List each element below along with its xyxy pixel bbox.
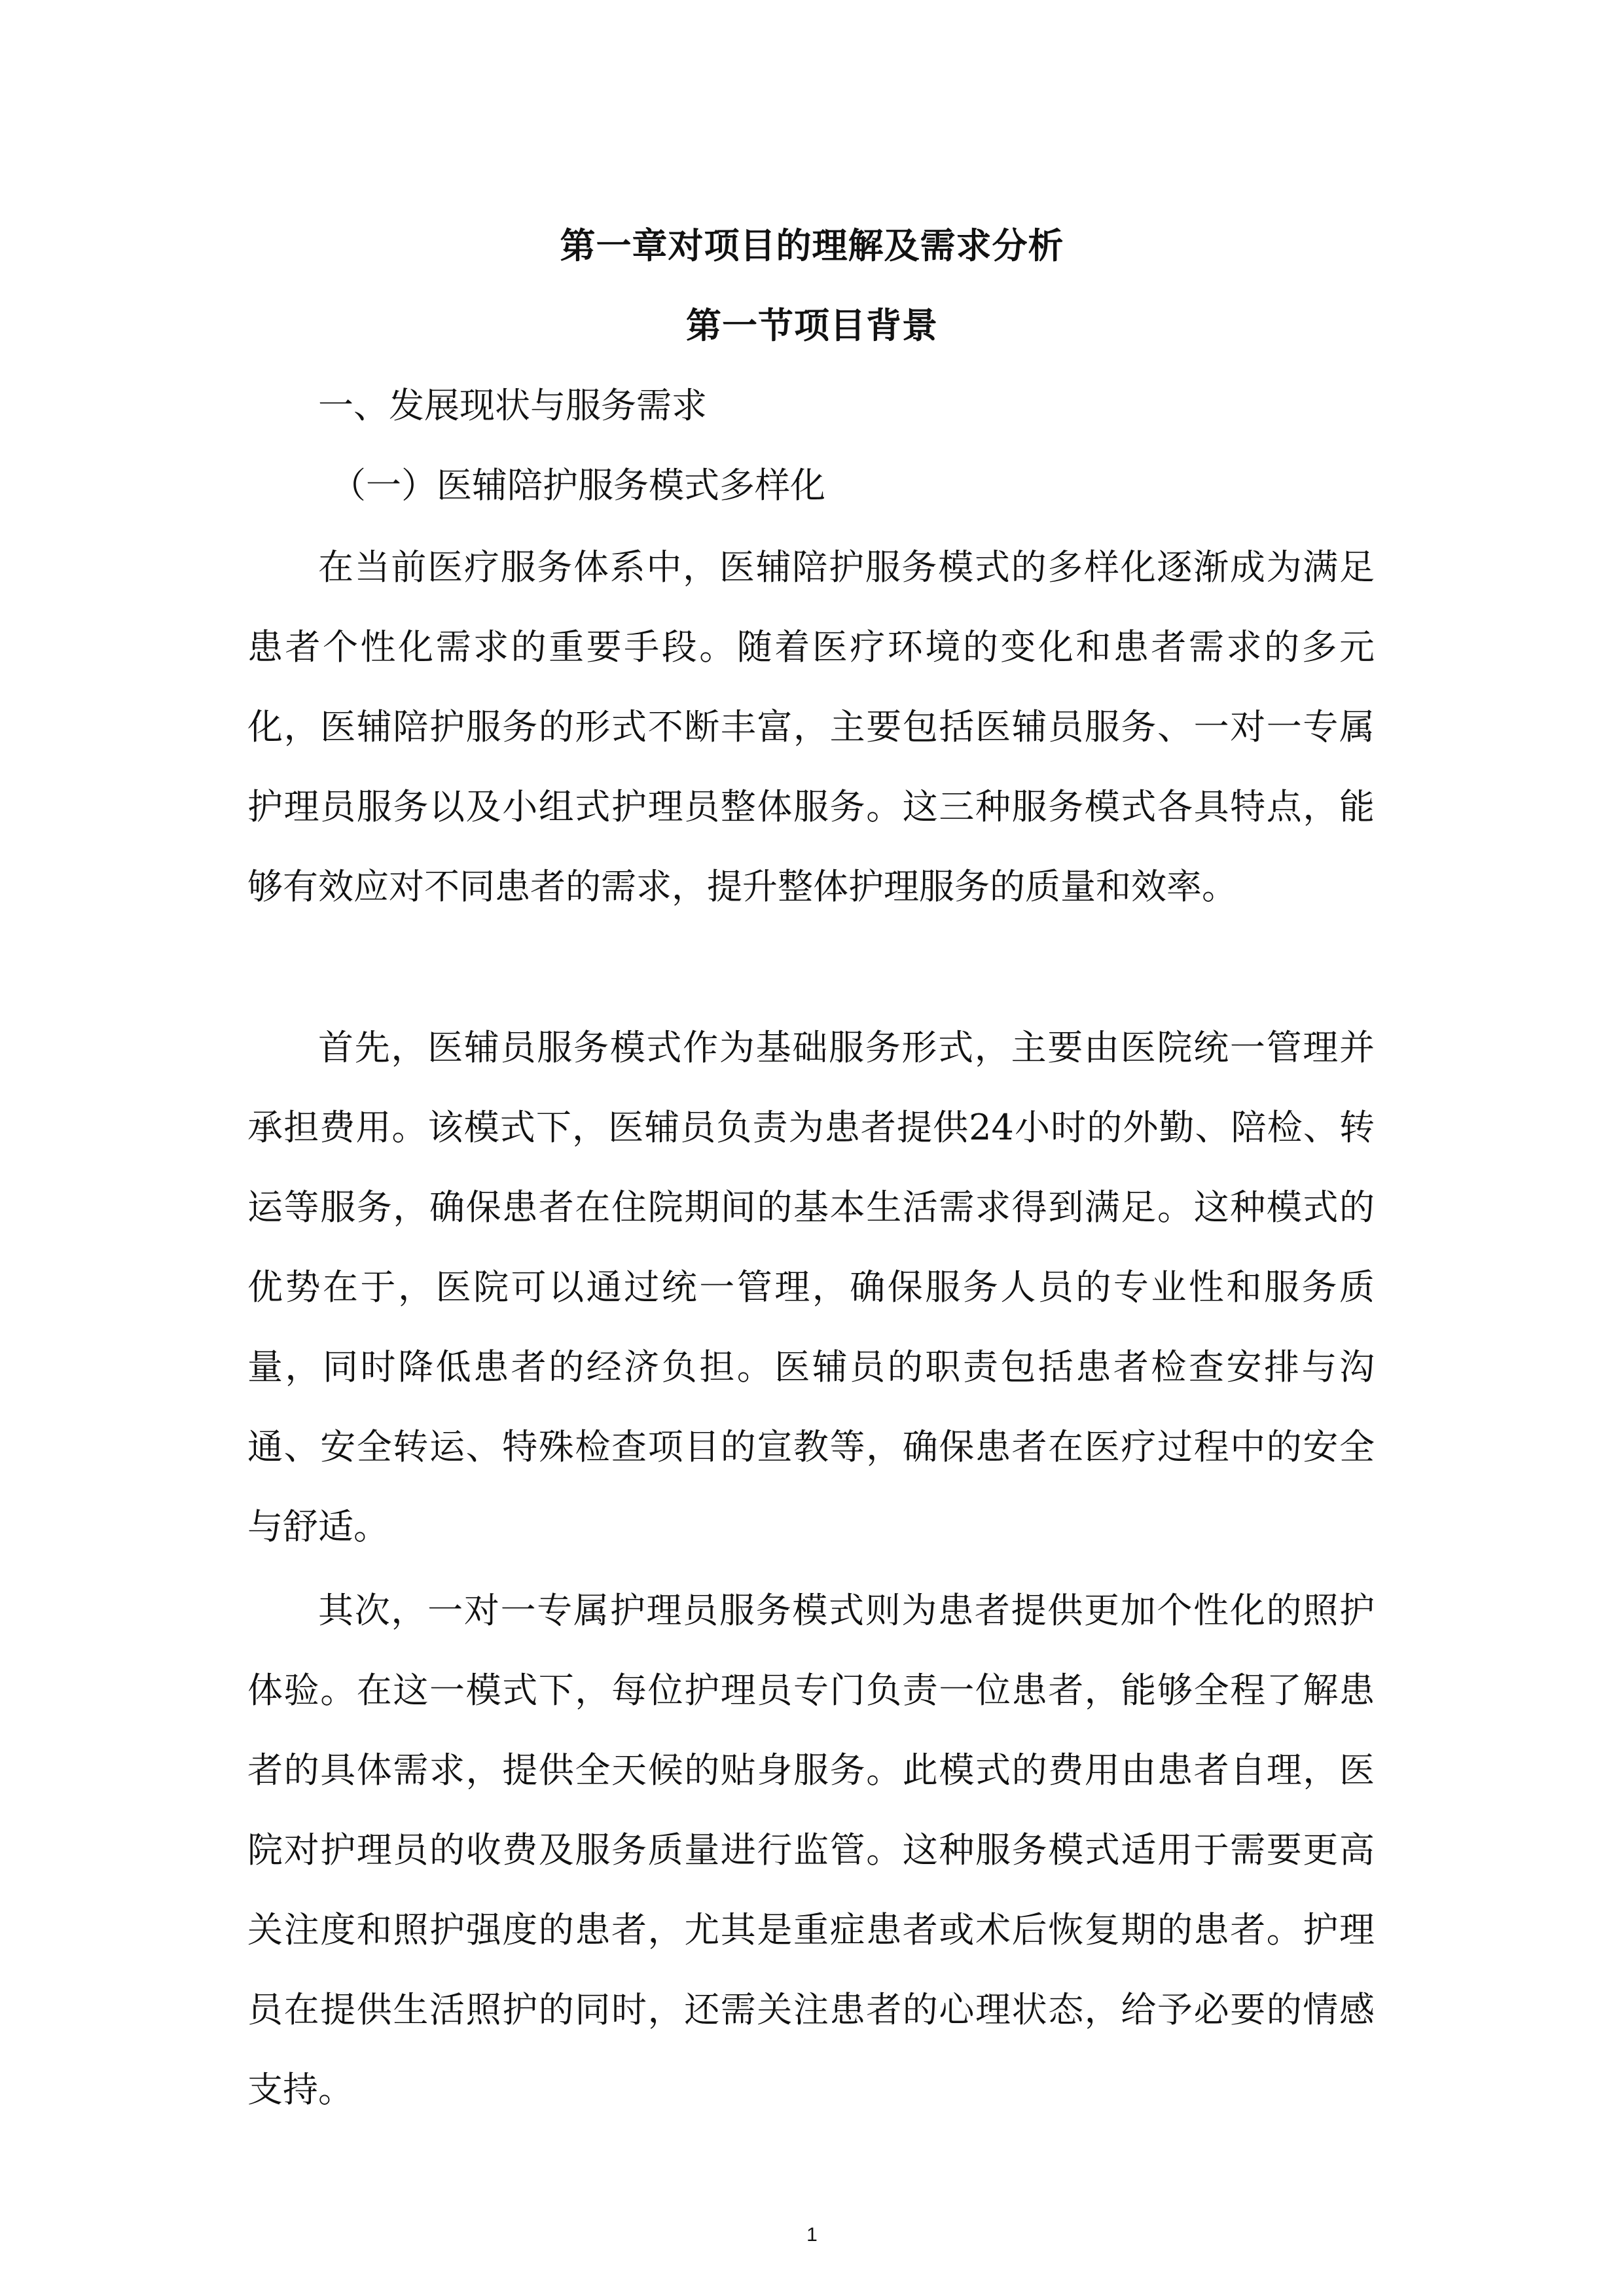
heading-level-2: （一）医辅陪护服务模式多样化 — [331, 465, 825, 506]
heading-level-1: 一、发展现状与服务需求 — [318, 385, 707, 426]
page-number: 1 — [806, 2224, 818, 2246]
body-paragraph: 首先，医辅员服务模式作为基础服务形式，主要由医院统一管理并承担费用。该模式下，医辅员负责为患者提供24小时的外勤、陪检、转运等服务，确保患者在住院期间的基本生活需求得到满足。这种模式的优势在于，医院可以通过统一管理，确保服务人员的专业性和服务质量，同时降低患者的经济负担。医辅员的职责包括患者检查安排与沟通、安全转运、特殊检查项目的宣教等，确保患者在医疗过程中的安全与舒适。 — [247, 1027, 1375, 1547]
body-paragraph: 在当前医疗服务体系中，医辅陪护服务模式的多样化逐渐成为满足患者个性化需求的重要手段。随着医疗环境的变化和患者需求的多元化，医辅陪护服务的形式不断丰富，主要包括医辅员服务、一对一专属护理员服务以及小组式护理员整体服务。这三种服务模式各具特点，能够有效应对不同患者的需求，提升整体护理服务的质量和效率。 — [247, 547, 1375, 907]
body-paragraph: 其次，一对一专属护理员服务模式则为患者提供更加个性化的照护体验。在这一模式下，每位护理员专门负责一位患者，能够全程了解患者的具体需求，提供全天候的贴身服务。此模式的费用由患者自理，医院对护理员的收费及服务质量进行监管。这种服务模式适用于需要更高关注度和照护强度的患者，尤其是重症患者或术后恢复期的患者。护理员在提供生活照护的同时，还需关注患者的心理状态，给予必要的情感支持。 — [247, 1590, 1375, 2110]
chapter-title: 第一章对项目的理解及需求分析 — [560, 225, 1064, 266]
section-title: 第一节项目背景 — [686, 305, 938, 346]
